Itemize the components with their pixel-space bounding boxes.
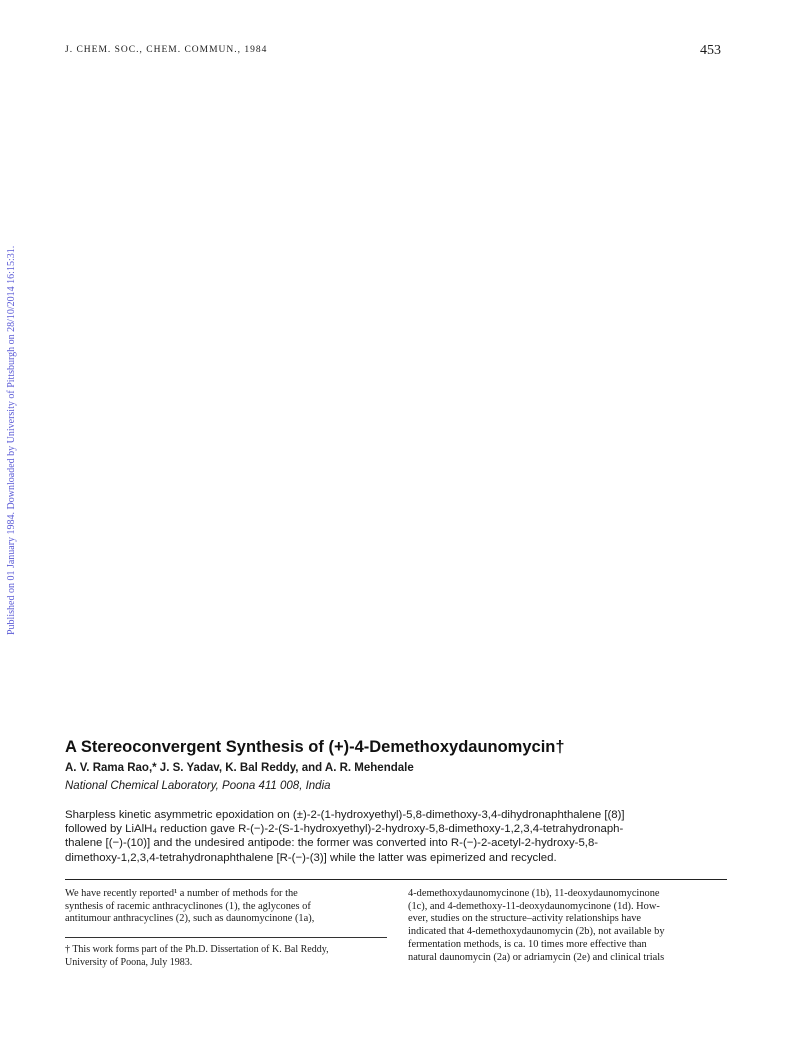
body-line: fermentation methods, is ca. 10 times more effective than [408,938,647,950]
body-column-left [65,888,387,926]
download-watermark [6,215,24,635]
abstract-line: followed by LiAlH₄ reduction gave R-(−)-2-(S-1-hydroxyethyl)-2-hydroxy-5,8-dimethoxy-1,2,3,4-tetrahydronaph- [65,823,624,836]
body-line: 4-demethoxydaunomycinone (1b), 11-deoxydaunomycinone [408,888,660,899]
abstract-line: dimethoxy-1,2,3,4-tetrahydronaphthalene [R-(−)-(3)] while the latter was epimerized and recycled. [65,851,557,864]
article-title: A Stereoconvergent Synthesis of (+)-4-Demethoxydaunomycin† [65,738,565,756]
abstract-divider [65,879,727,880]
footnote-line: University of Poona, July 1983. [65,956,193,968]
footnote [65,944,387,969]
body-line: ever, studies on the structure–activity relationships have [408,913,642,925]
body-line: indicated that 4-demethoxydaunomycin (2b), not available by [408,926,665,938]
body-line: antitumour anthracyclines (2), such as daunomycinone (1a), [65,913,315,925]
journal-header: J. CHEM. SOC., CHEM. COMMUN., 1984 [65,45,268,55]
download-watermark-text: Published on 01 January 1984. Downloaded by University of Pittsburgh on 28/10/2014 16:15:31. [6,245,17,635]
body-column-right [408,888,728,964]
page-number: 453 [700,43,721,58]
article-authors: A. V. Rama Rao,* J. S. Yadav, K. Bal Reddy, and A. R. Mehendale [65,762,414,774]
body-line: (1c), and 4-demethoxy-11-deoxydaunomycinone (1d). How- [408,900,660,912]
abstract [65,808,745,865]
abstract-line: thalene [(−)-(10)] and the undesired antipode: the former was converted into R-(−)-2-acetyl-2-hydroxy-5,8- [65,837,599,850]
body-line: We have recently reported¹ a number of methods for the [65,888,298,899]
body-line: synthesis of racemic anthracyclinones (1), the aglycones of [65,900,311,912]
article-affiliation: National Chemical Laboratory, Poona 411 008, India [65,780,331,792]
footnote-line: † This work forms part of the Ph.D. Dissertation of K. Bal Reddy, [65,944,329,955]
body-line: natural daunomycin (2a) or adriamycin (2e) and clinical trials [408,951,665,963]
abstract-line: Sharpless kinetic asymmetric epoxidation on (±)-2-(1-hydroxyethyl)-5,8-dimethoxy-3,4-dihydronaphthalene [(8)] [65,809,625,821]
footnote-divider [65,937,387,938]
